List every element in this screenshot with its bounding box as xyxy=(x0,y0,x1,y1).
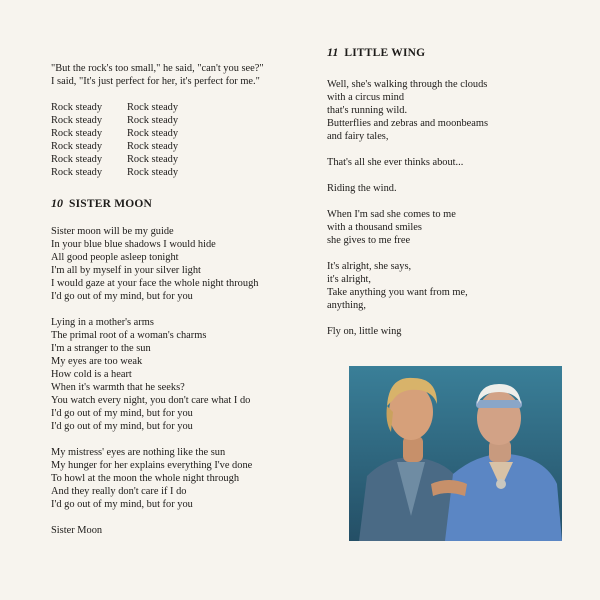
lyric-line: I'm all by myself in your silver light xyxy=(51,265,201,276)
lyric-line: In your blue blue shadows I would hide xyxy=(51,239,216,250)
lyric-line: My mistress' eyes are nothing like the sun xyxy=(51,447,226,458)
lyric-line: "But the rock's too small," he said, "can't you see?" xyxy=(51,63,264,74)
left-column xyxy=(51,62,321,537)
band-photo-illustration xyxy=(349,366,562,541)
lyric-line: Take anything you want from me, xyxy=(327,287,468,298)
rock-steady-text: Rock steady xyxy=(127,141,179,152)
rock-steady-text: Rock steady xyxy=(51,102,103,113)
stanza xyxy=(51,316,321,433)
lyric-line: And they really don't care if I do xyxy=(51,486,187,497)
rock-steady-block xyxy=(51,101,321,179)
lyric-line: I'm a stranger to the sun xyxy=(51,343,151,354)
stanza xyxy=(327,156,577,169)
rock-steady-text: Rock steady xyxy=(51,128,103,139)
stanza xyxy=(327,182,577,195)
rock-steady-row xyxy=(51,114,321,127)
stanza xyxy=(51,446,321,511)
song-number: 11 xyxy=(327,45,339,59)
rock-steady-text: Rock steady xyxy=(51,141,103,152)
rock-steady-text: Rock steady xyxy=(127,128,179,139)
rock-steady-text: Rock steady xyxy=(127,154,179,165)
lyric-line: I'd go out of my mind, but for you xyxy=(51,408,193,419)
lyric-line: that's running wild. xyxy=(327,105,408,116)
rock-steady-text: Rock steady xyxy=(51,154,103,165)
rock-steady-row xyxy=(51,127,321,140)
lyric-line: with a circus mind xyxy=(327,92,405,103)
stanza xyxy=(327,78,577,143)
rock-steady-row xyxy=(51,166,321,179)
lyric-line: When it's warmth that he seeks? xyxy=(51,382,185,393)
lyric-line: I would gaze at your face the whole night through xyxy=(51,278,259,289)
lyric-line: That's all she ever thinks about... xyxy=(327,157,464,168)
song-title: SISTER MOON xyxy=(69,198,153,210)
song-heading-sister-moon xyxy=(51,196,321,211)
stanza xyxy=(51,524,321,537)
lyric-line: Lying in a mother's arms xyxy=(51,317,154,328)
lyric-line: I'd go out of my mind, but for you xyxy=(51,499,193,510)
band-photo xyxy=(349,366,562,541)
lyric-line: with a thousand smiles xyxy=(327,222,422,233)
lyric-line: The primal root of a woman's charms xyxy=(51,330,207,341)
rock-steady-row xyxy=(51,140,321,153)
rock-steady-text: Rock steady xyxy=(51,115,103,126)
rock-steady-text: Rock steady xyxy=(51,167,103,178)
song-heading-little-wing xyxy=(327,45,577,60)
lyric-line: I'd go out of my mind, but for you xyxy=(51,291,193,302)
rock-steady-row xyxy=(51,101,321,114)
lyric-line: Riding the wind. xyxy=(327,183,397,194)
rock-steady-text: Rock steady xyxy=(127,102,179,113)
stanza xyxy=(51,225,321,303)
stanza xyxy=(327,325,577,338)
lyric-line: anything, xyxy=(327,300,366,311)
lyric-line: Sister Moon xyxy=(51,525,103,536)
lyric-line: Sister moon will be my guide xyxy=(51,226,174,237)
lyric-line: My eyes are too weak xyxy=(51,356,143,367)
lyric-line: When I'm sad she comes to me xyxy=(327,209,456,220)
lyric-line: My hunger for her explains everything I've done xyxy=(51,460,253,471)
intro-verse xyxy=(51,62,321,88)
lyric-line: it's alright, xyxy=(327,274,372,285)
lyric-line: I'd go out of my mind, but for you xyxy=(51,421,193,432)
lyric-line: To howl at the moon the whole night through xyxy=(51,473,240,484)
lyric-line: All good people asleep tonight xyxy=(51,252,179,263)
song-number: 10 xyxy=(51,196,63,210)
stanza xyxy=(327,260,577,312)
lyric-line: How cold is a heart xyxy=(51,369,132,380)
lyric-line: Butterflies and zebras and moonbeams xyxy=(327,118,489,129)
right-column xyxy=(327,45,577,338)
lyric-line: I said, "It's just perfect for her, it's perfect for me." xyxy=(51,76,260,87)
lyric-line: You watch every night, you don't care what I do xyxy=(51,395,251,406)
rock-steady-text: Rock steady xyxy=(127,115,179,126)
song-title: LITTLE WING xyxy=(344,47,426,59)
rock-steady-row xyxy=(51,153,321,166)
stanza xyxy=(327,208,577,247)
lyric-line: and fairy tales, xyxy=(327,131,389,142)
lyric-line: Well, she's walking through the clouds xyxy=(327,79,488,90)
lyric-line: she gives to me free xyxy=(327,235,411,246)
lyric-line: Fly on, little wing xyxy=(327,326,402,337)
rock-steady-text: Rock steady xyxy=(127,167,179,178)
lyric-line: It's alright, she says, xyxy=(327,261,412,272)
